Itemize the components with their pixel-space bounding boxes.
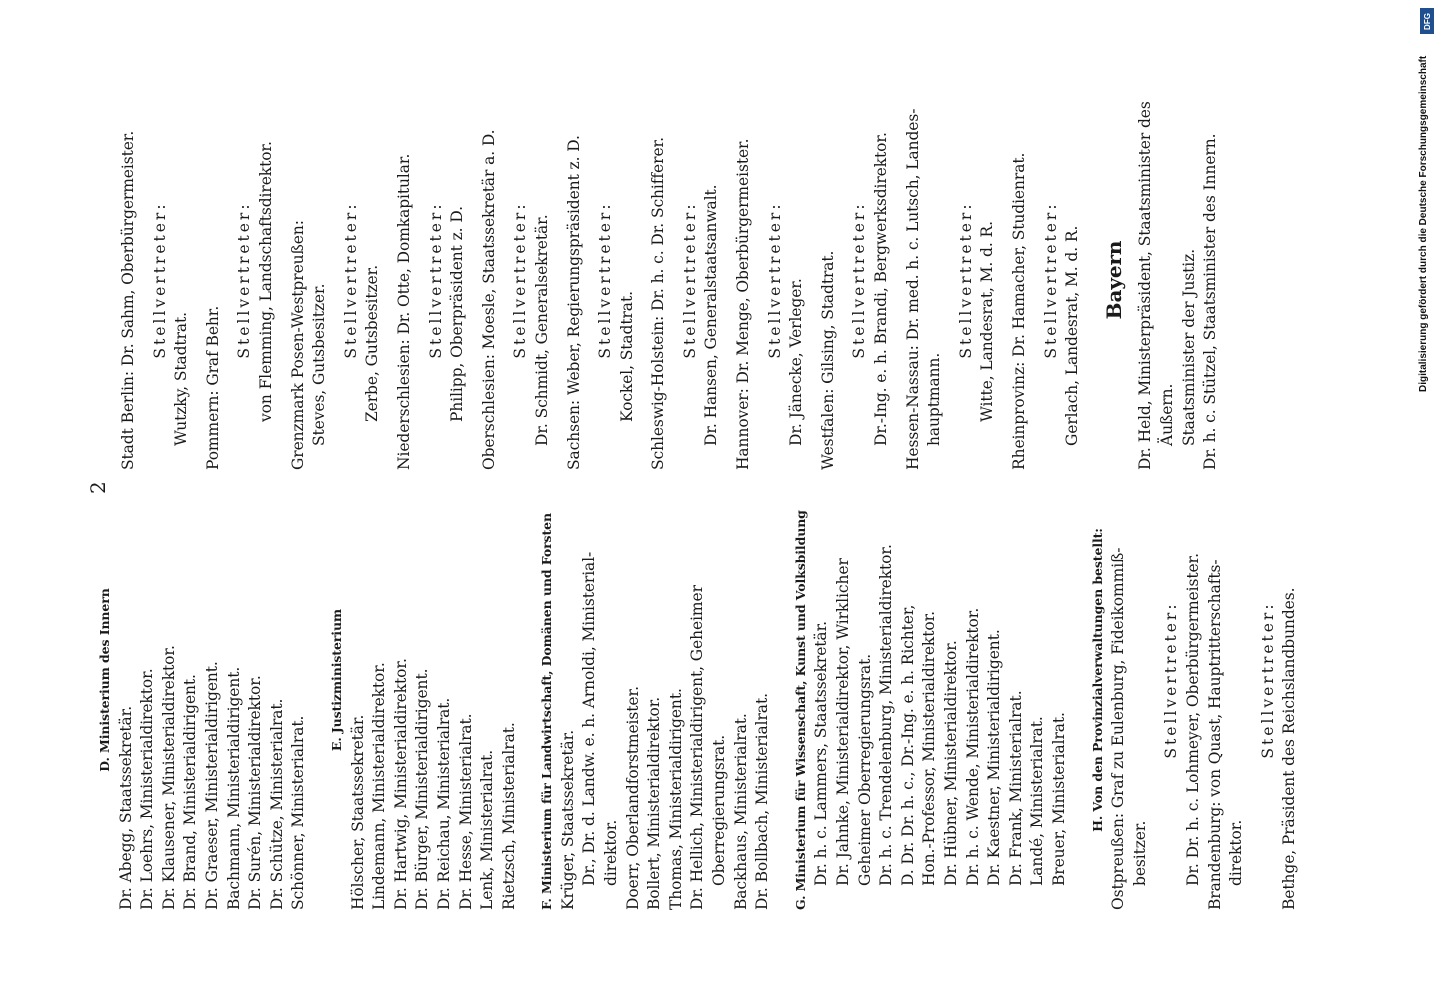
text-line: Kockel, Stadtrat. <box>617 291 636 422</box>
spacer <box>140 90 150 470</box>
spacer <box>839 90 849 470</box>
text-line: Bollert, Ministerialdirektor. <box>645 696 664 910</box>
text-line: von Flemming, Landschaftsdirektor. <box>256 141 275 422</box>
text-line: direktor. <box>1227 819 1246 886</box>
text-line: Dr. Abegg, Staatssekretär. <box>116 705 135 910</box>
spacer <box>1125 90 1135 470</box>
text-line: D. Dr. Dr. h. c., Dr.-Ing. e. h. Richter, <box>898 604 917 886</box>
right-column <box>118 90 1222 470</box>
text-line: Dr. Loehrs, Ministerialdirektor. <box>138 668 157 910</box>
spacer <box>585 90 595 470</box>
text-line: Oberregierungsrat. <box>710 734 729 886</box>
text-line: Thomas, Ministerialdirigent. <box>666 688 685 910</box>
spacer <box>416 90 426 470</box>
text-line: Niederschlesien: Dr. Otte, Domkapitular. <box>394 153 413 470</box>
text-line: Hon.-Professor, Ministerialdirektor. <box>920 610 939 886</box>
spacer <box>384 90 394 470</box>
spacer <box>1031 90 1041 470</box>
text-line: Hölscher, Staatssekretär. <box>348 714 367 910</box>
text-line: Stellvertreter: <box>680 201 699 359</box>
text-line: Stellvertreter: <box>1258 601 1277 759</box>
text-line: Dr. Schmidt, Generalsekretär. <box>532 214 551 446</box>
text-line: Hessen-Nassau: Dr. med. h. c. Lutsch, Landes- <box>903 108 922 470</box>
text-line: Stellvertreter: <box>150 201 169 359</box>
spacer <box>500 90 510 470</box>
spacer <box>638 90 648 470</box>
dfg-logo: DFG <box>1420 8 1434 34</box>
spacer <box>755 90 765 470</box>
text-line: Lenk, Ministerialrat. <box>478 749 497 910</box>
text-line: Bethge, Präsident des Reichslandbundes. <box>1280 587 1299 910</box>
spacer <box>999 90 1009 470</box>
digitization-note <box>1418 0 1434 400</box>
spacer <box>774 450 784 910</box>
text-line: Rietzsch, Ministerialrat. <box>499 722 518 910</box>
spacer <box>808 90 818 470</box>
text-line: Dr. Schütze, Ministerialrat. <box>267 698 286 910</box>
text-line: besitzer. <box>1130 820 1149 886</box>
text-line: Sachsen: Weber, Regierungspräsident z. D. <box>564 135 583 470</box>
spacer <box>893 90 903 470</box>
section-heading: F. Ministerium für Landwirtschaft, Domänen und Forsten <box>539 512 555 910</box>
text-line: Stellvertreter: <box>1041 201 1060 359</box>
text-line: Dr. Hübner, Ministerialdirektor. <box>941 640 960 886</box>
text-line: Stellvertreter: <box>511 201 530 359</box>
text-line: Schleswig-Holstein: Dr. h. c. Dr. Schifferer. <box>649 137 668 470</box>
text-line: Dr. Graeser, Ministerialdirigent. <box>202 661 221 910</box>
text-line: Dr. h. c. Lammers, Staatssekretär. <box>812 621 831 886</box>
text-line: Hannover: Dr. Menge, Oberbürgermeister. <box>734 138 753 470</box>
spacer <box>469 90 479 470</box>
text-line: hauptmann. <box>925 352 944 446</box>
text-line: Ostpreußen: Graf zu Eulenburg, Fideikommiß- <box>1109 547 1128 910</box>
text-line: Philipp, Oberpräsident z. D. <box>448 206 467 422</box>
text-line: Dr. Hartwig, Ministerialdirektor. <box>391 658 410 910</box>
text-line: Rheinprovinz: Dr. Hamacher, Studienrat. <box>1010 152 1028 470</box>
text-line: Stellvertreter: <box>341 201 360 359</box>
text-line: Gerlach, Landesrat, M. d. R. <box>1063 225 1082 446</box>
text-line: Dr. Jahnke, Ministerialdirektor, Wirklicher <box>834 558 852 886</box>
spacer <box>310 450 320 910</box>
text-line: Westfalen: Gilsing, Stadtrat. <box>818 250 837 470</box>
spacer <box>520 450 530 910</box>
text-line: Dr. h. c. Trendelenburg, Ministerialdirektor. <box>877 544 896 886</box>
text-line: Dr. Bürger, Ministerialdirigent. <box>413 668 432 910</box>
spacer <box>1151 450 1161 910</box>
text-line: Wutzky, Stadtrat. <box>172 312 191 446</box>
spacer <box>723 90 733 470</box>
text-line: Dr. Held, Ministerpräsident, Staatsminister des <box>1136 101 1155 470</box>
text-line: Stellvertreter: <box>426 201 445 359</box>
text-line: Pommern: Graf Behr. <box>203 305 222 470</box>
text-line: direktor. <box>602 819 621 886</box>
section-heading: E. Justizministerium <box>328 608 344 752</box>
spacer <box>224 90 234 470</box>
text-line: Grenzmark Posen-Westpreußen: <box>288 220 307 470</box>
spacer <box>1071 450 1081 910</box>
text-line: Krüger, Staatssekretär. <box>558 729 577 910</box>
digitization-note-text: Digitalisierung gefördert durch die Deutsche Forschungsgemeinschaft <box>1418 55 1429 392</box>
spacer <box>946 90 956 470</box>
section-heading: H. Von den Provinzialverwaltungen bestellt: <box>1089 528 1105 832</box>
text-line: Dr. Bollbach, Ministerialrat. <box>753 693 772 910</box>
text-line: Dr. Hansen, Generalstaatsanwalt. <box>702 184 721 446</box>
text-line: Dr. Brand, Ministerialdirigent. <box>181 674 200 910</box>
text-line: Stellvertreter: <box>235 201 254 359</box>
spacer <box>278 90 288 470</box>
text-line: Stellvertreter: <box>956 201 975 359</box>
spacer <box>1084 90 1094 470</box>
text-line: Schönner, Ministerialrat. <box>289 715 308 910</box>
text-line: Dr. Jänecke, Verleger. <box>787 278 806 446</box>
spacer <box>554 90 564 470</box>
text-line: Oberschlesien: Moesle, Staatssekretär a. D. <box>479 129 498 470</box>
text-line: Dr. h. c. Wende, Ministerialdirektor. <box>963 607 982 886</box>
text-line: Backhaus, Ministerialrat. <box>731 713 750 910</box>
text-line: Breuer, Ministerialrat. <box>1049 712 1068 886</box>
text-line: Äußern. <box>1157 383 1176 446</box>
text-line: Dr. Dr. h. c. Lohmeyer, Oberbürgermeister. <box>1183 553 1202 886</box>
text-line: Dr. Hellich, Ministerialdirigent, Geheimer <box>688 585 707 910</box>
text-line: Dr. Hesse, Ministerialrat. <box>456 713 475 910</box>
text-line: Stellvertreter: <box>1162 601 1181 759</box>
text-line: Steves, Gutsbesitzer. <box>310 283 329 446</box>
text-line: Stellvertreter: <box>596 201 615 359</box>
text-line: Dr.-Ing. e. h. Brandi, Bergwerksdirektor. <box>872 132 891 446</box>
text-line: Dr. h. c. Stützel, Staatsminister des Innern. <box>1201 133 1220 470</box>
spacer <box>331 90 341 470</box>
text-line: Zerbe, Gutsbesitzer. <box>363 264 382 422</box>
text-line: Geheimer Oberregierungsrat. <box>855 653 874 886</box>
text-line: Staatsminister der Justiz. <box>1179 248 1198 446</box>
text-line: Witte, Landesrat, M. d. R. <box>978 221 997 422</box>
text-line: Stadt Berlin: Dr. Sahm, Oberbürgermeister. <box>119 130 137 470</box>
section-heading: D. Ministerium des Innern <box>97 588 112 772</box>
section-heading: G. Ministerium für Wissenschaft, Kunst und Volksbildung <box>792 510 808 910</box>
text-line: Doerr, Oberlandforstmeister. <box>623 686 642 910</box>
text-line: Dr. Frank, Ministerialrat. <box>1006 690 1025 886</box>
text-line: Brandenburg: von Quast, Hauptritterschafts- <box>1205 559 1224 910</box>
spacer <box>1248 450 1258 910</box>
text-line: Landé, Ministerialrat. <box>1028 716 1047 886</box>
text-line: Stellvertreter: <box>850 201 869 359</box>
text-line: Dr., Dr. d. Landw. e. h. Arnoldi, Ministerial- <box>580 551 599 886</box>
spacer <box>193 90 203 470</box>
text-line: Dr. Klausener, Ministerialdirektor. <box>159 645 178 910</box>
left-column <box>88 450 1301 910</box>
text-line: Dr. Kaestner, Ministerialdirigent. <box>985 629 1004 886</box>
text-line: Bachmann, Ministerialdirigent. <box>224 666 243 910</box>
page-number: 2 <box>86 481 110 494</box>
text-line: Bayern <box>1101 240 1126 320</box>
text-line: Stellvertreter: <box>765 201 784 359</box>
text-line: Lindemann, Ministerialdirektor. <box>370 662 389 910</box>
text-line: Dr. Surén, Ministerialdirektor. <box>246 675 265 910</box>
spacer <box>670 90 680 470</box>
text-line: Dr. Reichau, Ministerialrat. <box>434 697 453 910</box>
